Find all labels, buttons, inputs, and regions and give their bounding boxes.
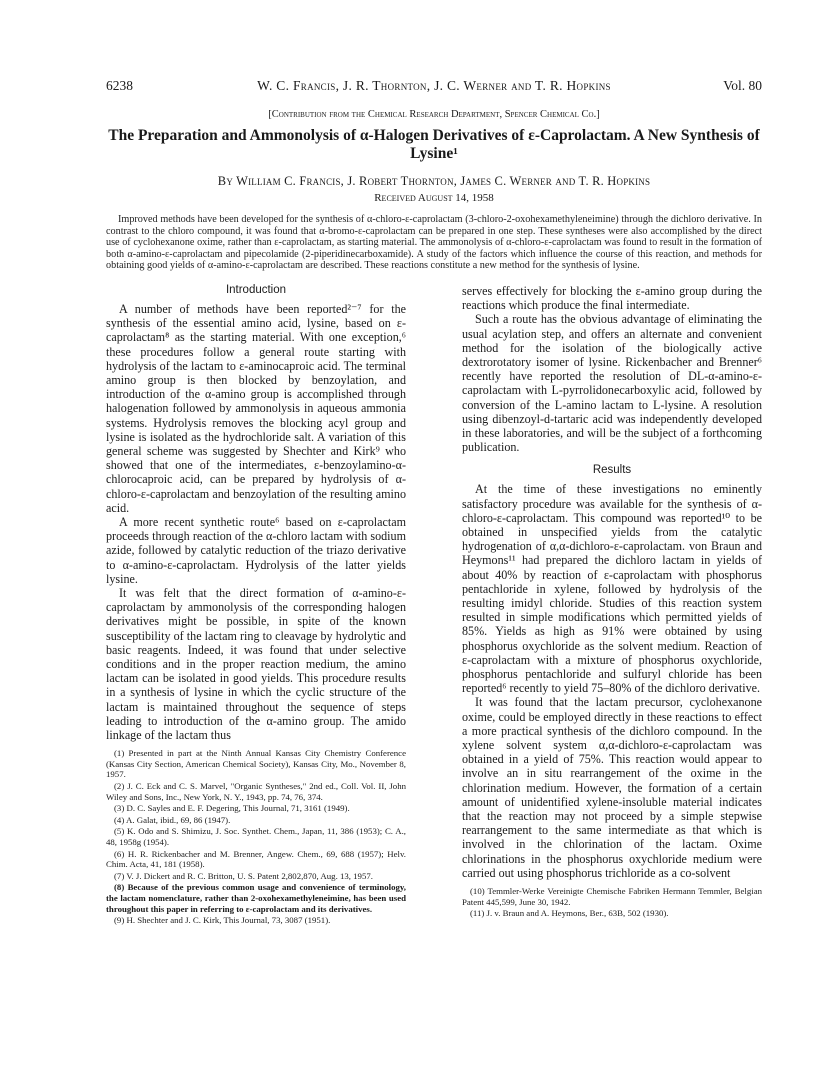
footnote-text: K. Odo and S. Shimizu, J. Soc. Synthet. Chem., Japan, 11, 386 (1953); C. A., 48, 1958g (1954).: [106, 826, 407, 848]
footnote-number: (7): [114, 870, 125, 881]
footnote-text: J. C. Eck and C. S. Marvel, "Organic Syntheses," 2nd ed., Coll. Vol. II, John Wiley and Sons, Inc., New York, N. Y., 1943, pp. 74, 76, 374.: [106, 781, 407, 802]
footnote-text: D. C. Sayles and E. F. Degering, This Journal, 71, 3161 (1949).: [126, 803, 350, 814]
contribution-line: [Contribution from the Chemical Research Department, Spencer Chemical Co.]: [268, 109, 600, 120]
footnote: [106, 781, 406, 802]
footnotes-left: [106, 748, 406, 926]
footnote: [462, 886, 762, 907]
footnote: [106, 826, 406, 847]
footnote: [106, 815, 406, 826]
footnote: [106, 882, 406, 914]
right-column: [462, 284, 762, 927]
author-byline: By William C. Francis, J. Robert Thornton, James C. Werner and T. R. Hopkins: [217, 174, 651, 188]
footnote-number: (4): [114, 814, 125, 825]
footnote-number: (5): [114, 826, 125, 837]
footnote-text: Presented in part at the Ninth Annual Kansas City Chemistry Conference (Kansas City Section, American Chemical Society), Kansas City, Mo., November 8, 1957.: [106, 748, 406, 780]
abstract: [106, 214, 762, 272]
results-text: [462, 482, 762, 880]
introduction-text: [106, 302, 406, 742]
footnote: [106, 871, 406, 882]
section-heading-results: Results: [592, 464, 632, 477]
footnote-number: (9): [114, 915, 125, 926]
page-number: 6238: [106, 78, 133, 93]
footnote: [106, 748, 406, 780]
article-title: The Preparation and Ammonolysis of α-Halogen Derivatives of ε-Caprolactam. A New Synthesis of Lysine¹: [108, 127, 760, 162]
footnotes-right: [462, 886, 762, 919]
volume-label: Vol. 80: [723, 78, 762, 93]
paragraph: It was felt that the direct formation of α-amino-ε-caprolactam by ammonolysis of the corresponding halogen derivatives might be possible, in spite of the known susceptibility of the lactam ring to cleavage by hydrolytic and basic reagents. Indeed, it was found that under selective conditions and in the proper reaction medium, the amino lactam can be isolated in good yields. This procedure results in a synthesis of lysine in which the cyclic structure of the lactam is maintained throughout the sequence of steps leading to introduction of the α-amino group. The amido linkage of the lactam thus: [106, 586, 406, 743]
paragraph: It was found that the lactam precursor, cyclohexanone oxime, could be employed directly in these reactions to effect a more practical synthesis of the dichloro compound. In the xylene solvent system α,α-dichloro-ε-caprolactam was obtained in a yield of 75%. This reaction would appear to involve an in situ rearrangement of the oxime in the chlorination medium. However, the formation of a certain amount of unidentified xylene-insoluble material indicates that the reaction may not proceed by a simple stepwise rearrangement to the same intermediate as that which is involved in the chlorination of the lactam. Oxime chlorinations in the phosphorus oxychloride medium were carried out using phosphorus trichloride as a co-solvent: [462, 695, 762, 880]
running-header-authors: W. C. Francis, J. R. Thornton, J. C. Werner and T. R. Hopkins: [257, 78, 611, 93]
paragraph: At the time of these investigations no eminently satisfactory procedure was available for the synthesis of α-chloro-ε-caprolactam. This compound was reported¹⁰ to be obtained in unspecified yields from the catalytic hydrogenation of α,α-dichloro-ε-caprolactam. von Braun and Heymons¹¹ had prepared the dichloro lactam in yields of about 40% by reaction of ε-caprolactam with phosphorus pentachloride in xylene, followed by hydrolysis of the resulting imidyl chloride. Studies of this reaction system resulted in simple modifications which permitted yields of 85%. Yields as high as 91% were obtained by using phosphorus oxychloride as the solvent medium. Reaction of ε-caprolactam with a mixture of phosphorus oxychloride, phosphorus pentachloride and sulfuryl chloride has been reported⁶ recently to yield 75–80% of the dichloro derivative.: [462, 482, 762, 696]
footnote-number: (10): [470, 886, 485, 897]
footnote-text: V. J. Dickert and R. C. Britton, U. S. Patent 2,802,870, Aug. 13, 1957.: [126, 870, 373, 881]
paragraph: Such a route has the obvious advantage of eliminating the usual acylation step, and offers an alternate and convenient method for the isolation of the biologically active dextrorotatory isomer of lysine. Rickenbacher and Brenner⁶ recently have reported the resolution of DL-α-amino-ε-caprolactam with L-pyrrolidonecarboxylic acid, followed by conversion of the L-amino lactam to L-lysine. A resolution using dibenzoyl-d-tartaric acid was independently developed in these laboratories, and will be the subject of a forthcoming publication.: [462, 312, 762, 455]
footnote-text: H. R. Rickenbacher and M. Brenner, Angew. Chem., 69, 688 (1957); Helv. Chim. Acta, 41, 181 (1958).: [106, 848, 406, 870]
footnote-number: (8): [114, 882, 125, 893]
footnote: [106, 915, 406, 926]
footnote-text: H. Shechter and J. C. Kirk, This Journal, 73, 3087 (1951).: [126, 915, 331, 926]
section-heading-introduction: Introduction: [225, 283, 287, 296]
footnote: [106, 849, 406, 870]
received-date: Received August 14, 1958: [374, 192, 494, 204]
footnote-text: Temmler-Werke Vereinigte Chemische Fabriken Hermann Temmler, Belgian Patent 445,599, June 30, 1942.: [462, 886, 762, 907]
left-column: [106, 284, 406, 927]
footnote-number: (11): [470, 908, 485, 919]
footnote: [462, 908, 762, 919]
paragraph: A more recent synthetic route⁶ based on ε-caprolactam proceeds through reaction of the α-chloro lactam with sodium azide, followed by catalytic reduction of the triazo derivative to α-amino-ε-caprolactam. Hydrolysis of the latter yields lysine.: [106, 515, 406, 586]
abstract-text: Improved methods have been developed for the synthesis of α-chloro-ε-caprolactam (3-chloro-2-oxohexamethyleneimine) through the dichloro derivative. In contrast to the chloro compound, it was found that α-bromo-ε-caprolactam can be prepared in one step. These syntheses were also accomplished by the direct use of cyclohexanone oxime, rather than ε-caprolactam, as starting material. The ammonolysis of α-chloro-ε-caprolactam was found to result in the formation of both α-amino-ε-caprolactam and pipecolamide (2-piperidinecarboxamide). A study of the factors which influence the course of this reaction, and methods for obtaining good yields of α-amino-ε-caprolactam are described. These reactions constitute a new method for the synthesis of lysine.: [106, 214, 762, 272]
footnote: [106, 803, 406, 814]
footnote-number: (3): [114, 803, 125, 814]
footnote-number: (1): [114, 748, 125, 759]
two-column-body: [106, 284, 762, 927]
footnote-text: J. v. Braun and A. Heymons, Ber., 63B, 502 (1930).: [486, 908, 669, 919]
footnote-text: Because of the previous common usage and convenience of terminology, the lactam nomenclature, rather than 2-oxohexamethyleneimine, has been used throughout this paper in referring to ε-caprolactam and its derivatives.: [106, 882, 406, 914]
running-header: [106, 78, 762, 100]
footnote-number: (2): [114, 781, 125, 792]
footnote-number: (6): [114, 848, 125, 859]
footnote-text: A. Galat, ibid., 69, 86 (1947).: [125, 814, 231, 825]
introduction-continued: [462, 284, 762, 454]
paragraph: serves effectively for blocking the ε-amino group during the reactions which produce the final intermediate.: [462, 283, 762, 313]
paragraph: A number of methods have been reported²⁻⁷ for the synthesis of the essential amino acid, lysine, based on ε-caprolactam⁸ as the starting material. With one exception,⁶ these procedures follow a general route starting with hydrolysis of the lactam to ε-aminocaproic acid. The terminal amino group is then blocked by benzoylation, and introduction of the α-amino group is accomplished through halogenation followed by ammonolysis in aqueous ammonia systems. Hydrolysis removes the blocking acyl group and lysine is isolated as the hydrochloride salt. A variation of this general scheme was suggested by Shechter and Kirk⁹ who showed that one of the intermediates, ε-benzoylamino-α-chlorocaproic acid, can be prepared by hydrolysis of α-chloro-ε-caprolactam and benzoylation of the resulting amino acid.: [106, 301, 406, 515]
